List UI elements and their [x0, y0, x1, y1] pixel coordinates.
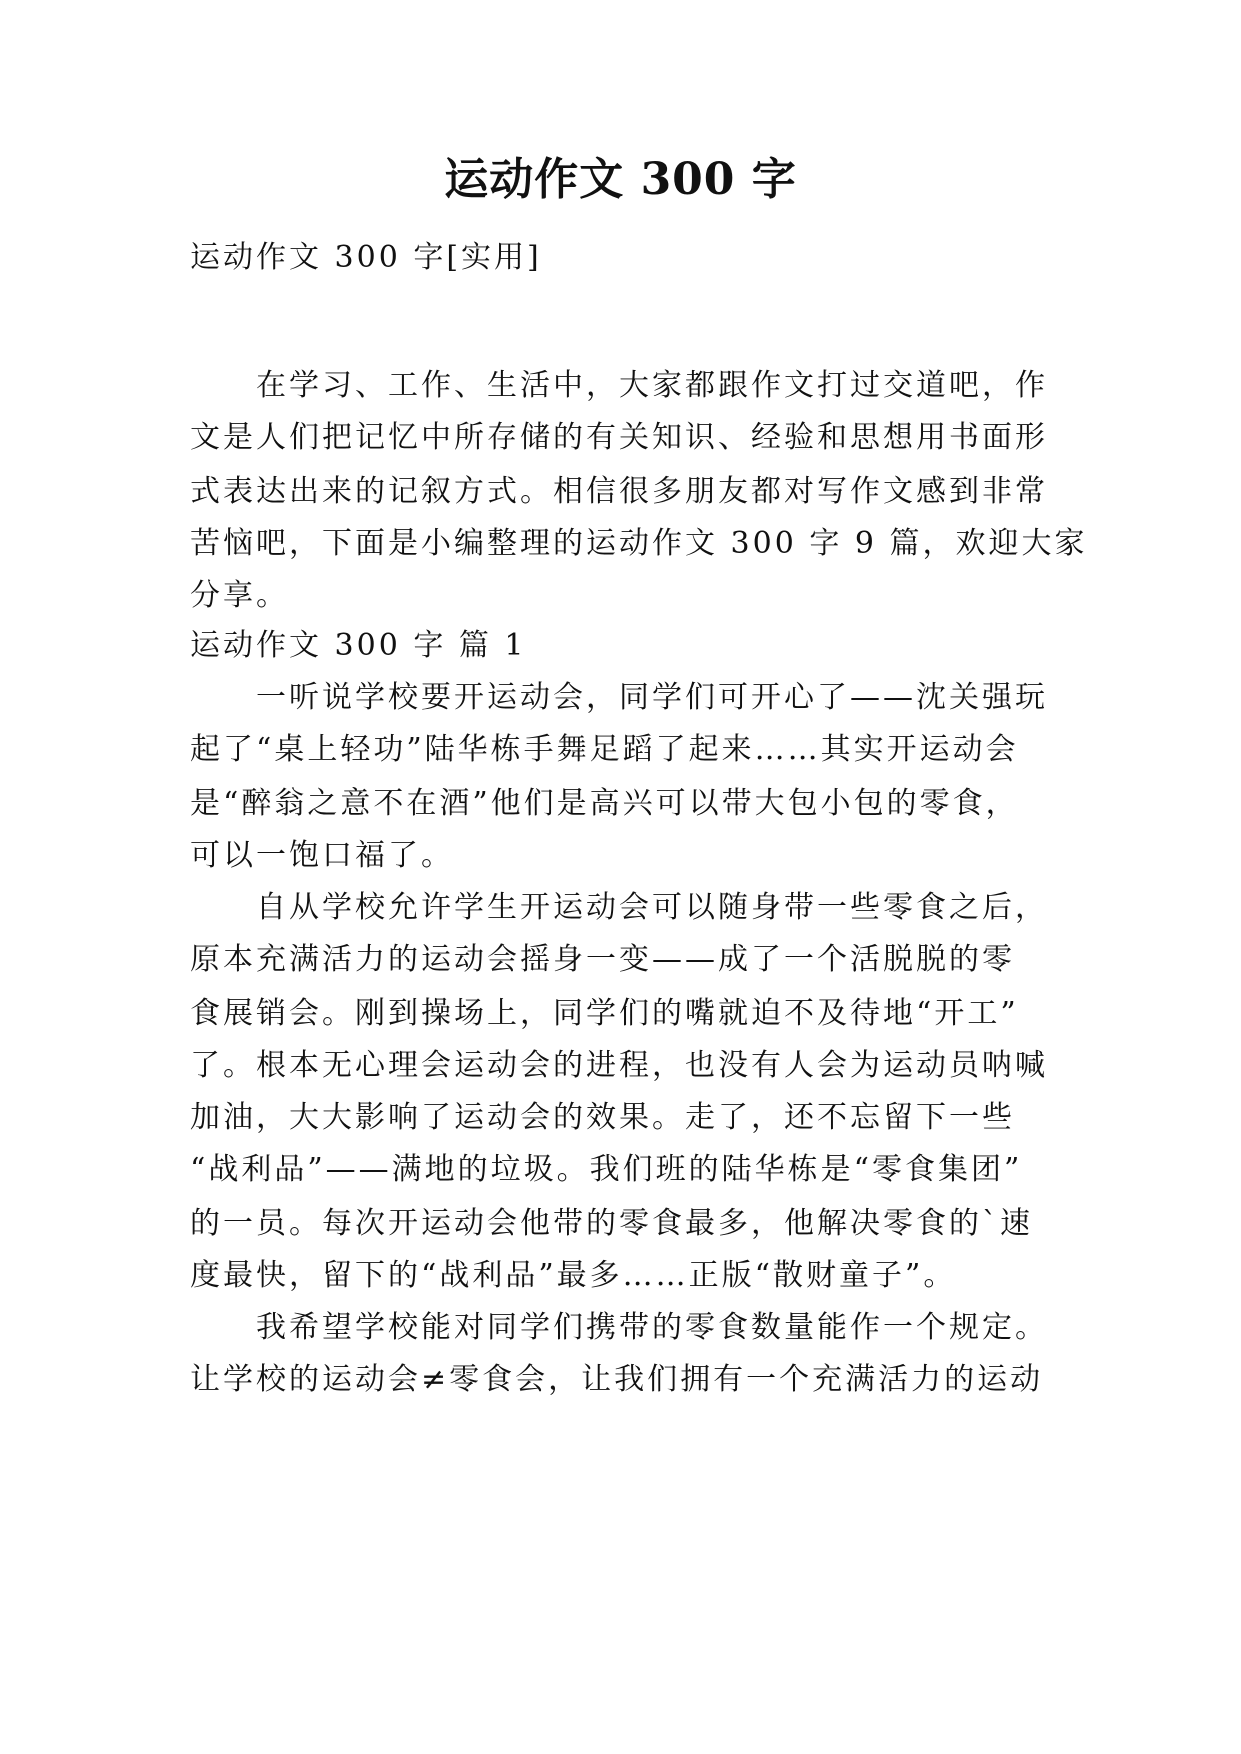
paragraph2-line: 加油，大大影响了运动会的效果。走了，还不忘留下一些: [190, 1100, 1015, 1135]
intro-line: 苦恼吧，下面是小编整理的运动作文 300 字 9 篇，欢迎大家: [190, 526, 1088, 561]
intro-line: 式表达出来的记叙方式。相信很多朋友都对写作文感到非常: [190, 474, 1048, 509]
paragraph1-line: 可以一饱口福了。: [190, 838, 454, 873]
paragraph1-line: 一听说学校要开运动会，同学们可开心了——沈关强玩: [256, 680, 1048, 715]
intro-line: 文是人们把记忆中所存储的有关知识、经验和思想用书面形: [190, 420, 1048, 455]
intro-line: 分享。: [190, 578, 289, 613]
section-heading: 运动作文 300 字 篇 1: [190, 628, 527, 663]
paragraph3-line: 我希望学校能对同学们携带的零食数量能作一个规定。: [256, 1310, 1048, 1345]
paragraph2-line: 原本充满活力的运动会摇身一变——成了一个活脱脱的零: [190, 942, 1015, 977]
paragraph1-line: 是“醉翁之意不在酒”他们是高兴可以带大包小包的零食，: [190, 786, 1019, 821]
paragraph3-line: 让学校的运动会≠零食会，让我们拥有一个充满活力的运动: [190, 1362, 1044, 1397]
paragraph2-line: 度最快，留下的“战利品”最多……正版“散财童子”。: [190, 1258, 957, 1293]
document-title: 运动作文 300 字: [444, 154, 797, 205]
paragraph2-line: 了。根本无心理会运动会的进程，也没有人会为运动员呐喊: [190, 1048, 1048, 1083]
paragraph2-line: 的一员。每次开运动会他带的零食最多，他解决零食的`速: [190, 1206, 1033, 1241]
paragraph2-line: 食展销会。刚到操场上，同学们的嘴就迫不及待地“开工”: [190, 996, 1019, 1031]
intro-line: 在学习、工作、生活中，大家都跟作文打过交道吧，作: [256, 368, 1048, 403]
paragraph2-line: “战利品”——满地的垃圾。我们班的陆华栋是“零食集团”: [190, 1152, 1023, 1187]
paragraph2-line: 自从学校允许学生开运动会可以随身带一些零食之后，: [256, 890, 1048, 925]
paragraph1-line: 起了“桌上轻功”陆华栋手舞足蹈了起来……其实开运动会: [190, 732, 1019, 767]
document-subtitle: 运动作文 300 字[实用]: [190, 240, 542, 275]
